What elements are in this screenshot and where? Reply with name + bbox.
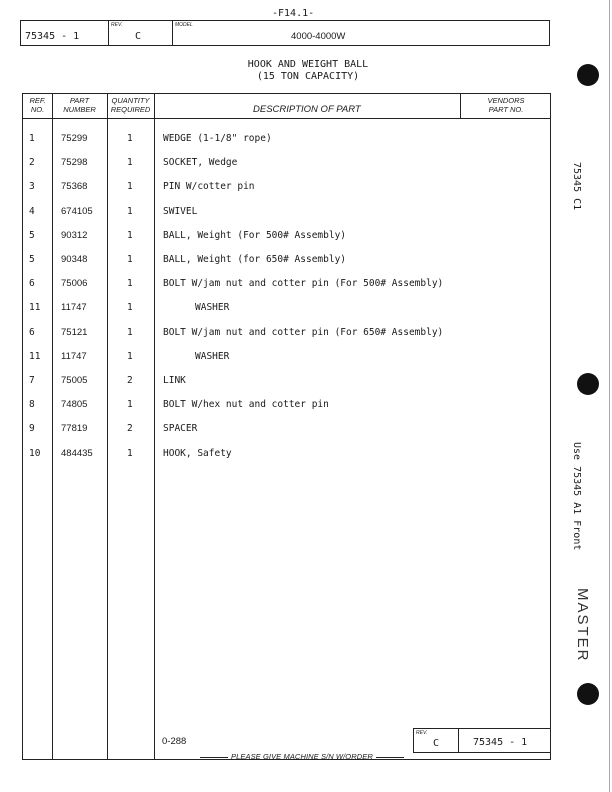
header-rev-cell (109, 21, 173, 45)
margin-note: Use 75345 A1 Front (571, 442, 582, 551)
part-number-cell: 75005 (61, 375, 88, 386)
ref-cell: 7 (29, 375, 35, 386)
part-number-cell: 77819 (61, 423, 88, 435)
note-rule-left (200, 757, 228, 758)
punch-hole (577, 373, 599, 395)
page-label: -F14.1- (272, 8, 315, 19)
part-number-cell: 75298 (61, 157, 88, 169)
header-box (20, 20, 550, 46)
quantity-cell: 1 (127, 181, 133, 193)
col-header-description: DESCRIPTION OF PART (253, 104, 361, 115)
col-header-vendors-line2: PART NO. (488, 105, 524, 114)
description-cell: BALL, Weight (For 500# Assembly) (163, 229, 347, 241)
description-cell: WASHER (195, 302, 230, 314)
description-cell: WEDGE (1-1/8" rope) (163, 133, 272, 144)
column-divider (154, 94, 155, 759)
ref-cell: 10 (29, 447, 41, 459)
document-subtitle: (15 TON CAPACITY) (256, 71, 360, 82)
footer-rev-cell (414, 729, 459, 752)
footer-rev-value: C (433, 738, 440, 749)
document-title: HOOK AND WEIGHT BALL (247, 59, 369, 70)
footer-code: 0-288 (162, 736, 187, 747)
description-cell: BOLT W/jam nut and cotter pin (For 650# Assembly) (163, 326, 444, 338)
footer-note (200, 752, 404, 761)
footer-doc-number: 75345 - 1 (473, 737, 528, 748)
description-cell: WASHER (195, 350, 230, 362)
header-doc-cell (21, 21, 109, 45)
quantity-cell: 1 (127, 350, 133, 362)
description-cell: SOCKET, Wedge (163, 157, 238, 169)
ref-cell: 9 (29, 423, 35, 435)
col-header-vendors-line1: VENDORS (487, 96, 525, 105)
ref-cell: 1 (29, 133, 35, 144)
header-rule (23, 118, 550, 119)
ref-cell: 4 (29, 205, 35, 217)
description-cell: SWIVEL (163, 205, 198, 217)
quantity-cell: 1 (127, 205, 133, 217)
column-divider (52, 94, 53, 759)
part-number-cell: 74805 (61, 399, 88, 411)
note-rule-right (376, 757, 404, 758)
ref-cell: 11 (29, 302, 41, 314)
description-cell: BOLT W/jam nut and cotter pin (For 500# Assembly) (163, 278, 444, 290)
description-cell: LINK (163, 375, 186, 386)
ref-cell: 6 (29, 326, 35, 338)
quantity-cell: 1 (127, 254, 133, 265)
part-number-cell: 11747 (61, 350, 87, 362)
quantity-cell: 1 (127, 278, 133, 290)
master-stamp: MASTER (574, 588, 591, 663)
quantity-cell: 1 (127, 133, 133, 144)
description-cell: SPACER (163, 423, 198, 435)
col-header-qty-line1: QUANTITY (111, 96, 150, 105)
description-cell: BOLT W/hex nut and cotter pin (163, 399, 329, 411)
page-edge (609, 0, 610, 792)
description-cell: PIN W/cotter pin (163, 181, 255, 193)
margin-reference: 75345 C1 (571, 162, 582, 211)
ref-cell: 8 (29, 399, 35, 411)
col-header-ref (23, 96, 52, 114)
quantity-cell: 1 (127, 447, 133, 459)
part-number-cell: 75121 (61, 326, 88, 338)
quantity-cell: 1 (127, 399, 133, 411)
quantity-cell: 1 (127, 229, 133, 241)
punch-hole (577, 64, 599, 86)
ref-cell: 2 (29, 157, 35, 169)
header-doc-number: 75345 - 1 (25, 31, 80, 42)
ref-cell: 6 (29, 278, 35, 290)
quantity-cell: 1 (127, 157, 133, 169)
footer-note-text: PLEASE GIVE MACHINE S/N W/ORDER (231, 752, 373, 761)
parts-table (22, 93, 551, 760)
col-header-vendors (460, 96, 552, 114)
col-header-qty-line2: REQUIRED (110, 105, 151, 114)
quantity-cell: 1 (127, 326, 133, 338)
header-model-label: MODEL (175, 22, 193, 28)
col-header-ref-line1: REF. (29, 96, 46, 105)
description-cell: HOOK, Safety (163, 447, 232, 459)
column-divider (107, 94, 108, 759)
header-rev-label: REV. (111, 22, 123, 28)
quantity-cell: 1 (127, 302, 133, 314)
quantity-cell: 2 (127, 375, 133, 386)
header-rev-value: C (135, 31, 142, 42)
col-header-part (52, 96, 107, 114)
ref-cell: 5 (29, 229, 35, 241)
footer-rev-label: REV. (416, 730, 428, 736)
ref-cell: 5 (29, 254, 35, 265)
punch-hole (577, 683, 599, 705)
part-number-cell: 75299 (61, 133, 88, 144)
col-header-part-line2: NUMBER (63, 105, 96, 114)
part-number-cell: 90312 (61, 229, 88, 241)
part-number-cell: 75368 (61, 181, 88, 193)
footer-box (413, 728, 551, 753)
quantity-cell: 2 (127, 423, 133, 435)
part-number-cell: 90348 (61, 254, 88, 265)
ref-cell: 11 (29, 350, 41, 362)
description-cell: BALL, Weight (for 650# Assembly) (163, 254, 347, 265)
part-number-cell: 484435 (61, 447, 93, 459)
part-number-cell: 674105 (61, 205, 93, 217)
col-header-ref-line2: NO. (30, 105, 45, 114)
ref-cell: 3 (29, 181, 35, 193)
header-model-cell (173, 21, 549, 45)
header-model-value: 4000-4000W (291, 31, 346, 42)
col-header-qty (107, 96, 154, 114)
part-number-cell: 75006 (61, 278, 88, 290)
col-header-part-line1: PART (69, 96, 90, 105)
part-number-cell: 11747 (61, 302, 87, 314)
